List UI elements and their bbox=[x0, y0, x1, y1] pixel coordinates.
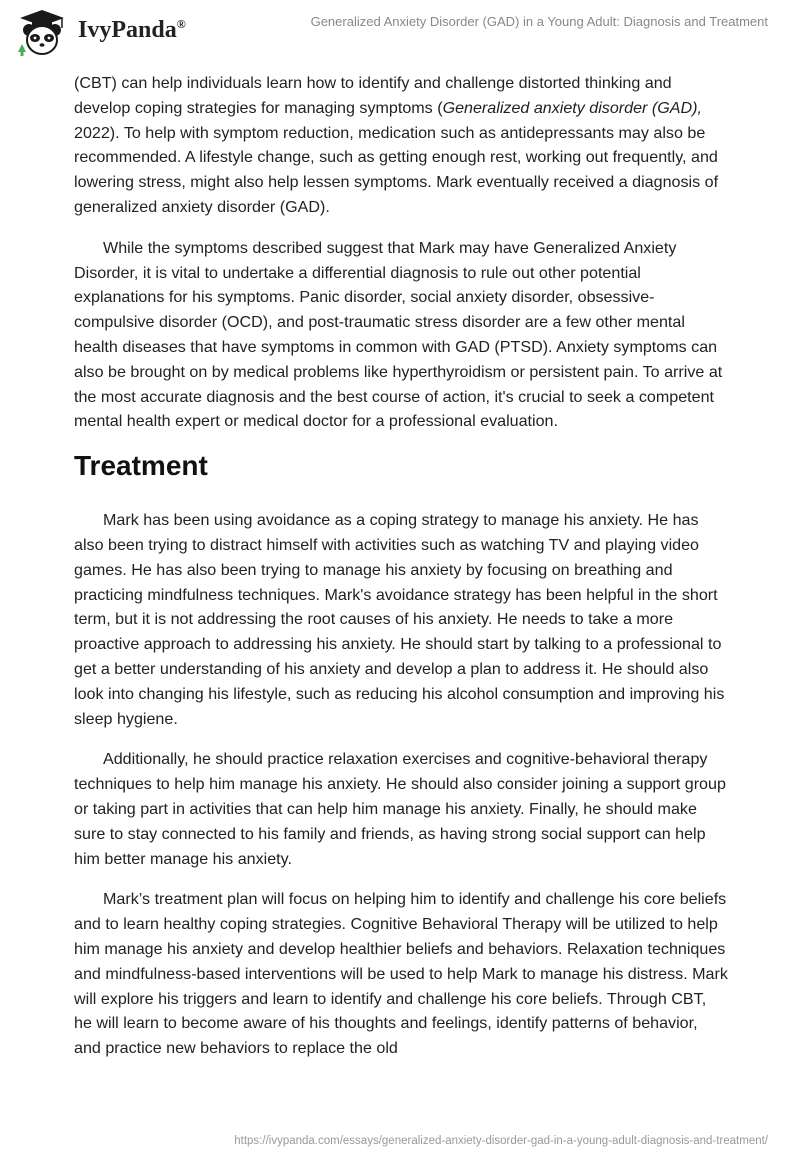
panda-logo-icon[interactable] bbox=[12, 8, 72, 58]
section-heading-treatment: Treatment bbox=[74, 450, 208, 482]
paragraph-text: (CBT) can help individuals learn how to identify and challenge distorted thinking and develop coping strategies for managing symptoms ( bbox=[74, 74, 672, 117]
paragraph-text: 2022). To help with symptom reduction, medication such as antidepressants may also be recommended. A lifestyle change, such as getting enough rest, working out frequently, and lowering stress, might also help lessen symptoms. Mark eventually received a diagnosis of generalized anxiety disorder (GAD). bbox=[74, 123, 719, 216]
page-header bbox=[0, 0, 800, 64]
article-body bbox=[74, 71, 728, 1077]
source-url[interactable]: https://ivypanda.com/essays/generalized-anxiety-disorder-gad-in-a-young-adult-diagnosis-and-treatment/ bbox=[234, 1135, 768, 1147]
brand-text: IvyPanda bbox=[78, 17, 177, 43]
paragraph-relaxation: Additionally, he should practice relaxation exercises and cognitive-behavioral therapy techniques to help him manage his anxiety. He should also consider joining a support group or taking part in activities that can help him manage his anxiety. Finally, he should make sure to stay connected to his family and friends, as having strong social support can help him better manage his anxiety. bbox=[74, 750, 726, 868]
paragraph-coping-strategy: Mark has been using avoidance as a coping strategy to manage his anxiety. He has also been trying to distract himself with activities such as watching TV and playing video games. He has also been trying to manage his anxiety by focusing on breathing and practicing mindfulness techniques. Mark's avoidance strategy has been helpful in the short term, but it is not addressing the root causes of his anxiety. He needs to take a more proactive approach to addressing his anxiety. He should start by talking to a professional to get a better understanding of his anxiety and develop a plan to address it. He should also look into changing his lifestyle, such as reducing his alcohol consumption and improving his sleep hygiene. bbox=[74, 511, 725, 728]
paragraph-cbt-summary bbox=[74, 71, 728, 220]
registered-mark: ® bbox=[176, 17, 186, 31]
paragraph-treatment-plan: Mark’s treatment plan will focus on helping him to identify and challenge his core beliefs and to learn healthy coping strategies. Cognitive Behavioral Therapy will be utilized to help him manage his anxiety and develop healthier beliefs and behaviors. Relaxation techniques and mindfulness-based interventions will be used to help Mark to manage his distress. Mark will explore his triggers and learn to identify and challenge his core beliefs. Through CBT, he will learn to become aware of his thoughts and feelings, identify patterns of behavior, and practice new behaviors to replace the old bbox=[74, 890, 728, 1058]
document-title: Generalized Anxiety Disorder (GAD) in a Young Adult: Diagnosis and Treatment bbox=[310, 14, 768, 29]
paragraph-differential-diagnosis: While the symptoms described suggest that Mark may have Generalized Anxiety Disorder, it is vital to undertake a differential diagnosis to rule out other potential explanations for his symptoms. Panic disorder, social anxiety disorder, obsessive-compulsive disorder (OCD), and post-traumatic stress disorder are a few other mental health diseases that have symptoms in common with GAD (PTSD). Anxiety symptoms can also be brought on by medical problems like hyperthyroidism or persistent pain. To arrive at the most accurate diagnosis and the best course of action, it's crucial to seek a competent mental health expert or medical doctor for a professional evaluation. bbox=[74, 238, 723, 431]
citation-title: Generalized anxiety disorder (GAD), bbox=[442, 98, 702, 117]
brand-name[interactable] bbox=[78, 17, 186, 44]
